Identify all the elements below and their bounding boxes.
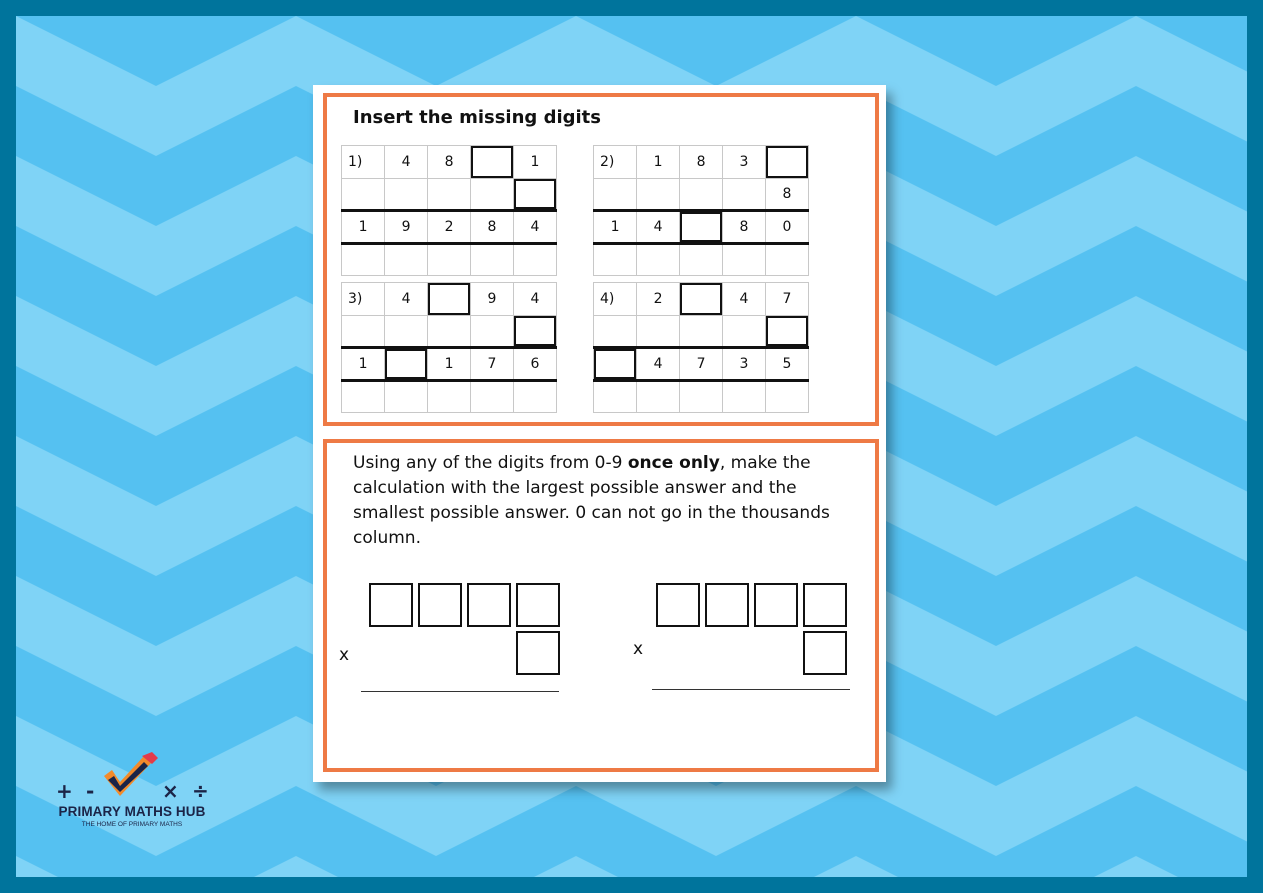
missing-digit-box[interactable] (766, 315, 809, 348)
section-heading: Insert the missing digits (353, 107, 601, 128)
ones-digit-box[interactable] (803, 583, 847, 627)
hundreds-digit-box[interactable] (705, 583, 749, 627)
digit-cell: 7 (766, 283, 809, 316)
empty-cell (637, 178, 680, 211)
digit-cell: 5 (766, 348, 809, 381)
empty-cell (766, 243, 809, 276)
empty-cell (471, 315, 514, 348)
multiplier-digit-box[interactable] (516, 631, 560, 675)
answer-line (361, 691, 559, 692)
empty-cell (594, 380, 637, 413)
empty-cell (385, 178, 428, 211)
empty-cell (428, 243, 471, 276)
digit-cell: 3 (723, 348, 766, 381)
empty-cell (471, 380, 514, 413)
missing-digits-panel (323, 93, 879, 426)
empty-cell (342, 380, 385, 413)
problem-label: 3) (342, 283, 385, 316)
hundreds-digit-box[interactable] (418, 583, 462, 627)
digit-cell: 0 (766, 211, 809, 244)
missing-digit-box[interactable] (680, 283, 723, 316)
empty-cell (342, 178, 385, 211)
empty-cell (385, 380, 428, 413)
digit-cell: 1 (594, 211, 637, 244)
empty-cell (680, 315, 723, 348)
empty-cell (766, 380, 809, 413)
empty-cell (514, 380, 557, 413)
instruction-end: , make the calculation with the largest possible answer and the smallest possible answer. 0 can not go in the thousands column. (353, 453, 830, 548)
digit-cell: 8 (471, 211, 514, 244)
empty-cell (428, 178, 471, 211)
empty-cell (723, 178, 766, 211)
empty-cell (428, 315, 471, 348)
digit-cell: 6 (514, 348, 557, 381)
maths-symbols-icon (44, 752, 224, 804)
digit-cell: 7 (680, 348, 723, 381)
empty-cell (637, 380, 680, 413)
digit-cell: 1 (342, 211, 385, 244)
plus-icon: + (56, 779, 73, 803)
problem-label: 2) (594, 146, 637, 179)
empty-cell (342, 243, 385, 276)
digit-cell: 4 (385, 283, 428, 316)
empty-cell (680, 178, 723, 211)
thousands-digit-box[interactable] (656, 583, 700, 627)
logo-name: PRIMARY MATHS HUB (58, 804, 206, 819)
instruction-text (353, 451, 873, 551)
problem-label: 1) (342, 146, 385, 179)
missing-digit-box[interactable] (514, 315, 557, 348)
empty-cell (342, 315, 385, 348)
digit-cell: 2 (637, 283, 680, 316)
worksheet (313, 85, 886, 782)
digit-cell: 4 (637, 348, 680, 381)
primary-maths-hub-logo (44, 752, 224, 832)
digit-cell: 4 (723, 283, 766, 316)
instruction-emphasis: once only (627, 453, 720, 473)
digit-cell: 1 (637, 146, 680, 179)
digit-cell: 1 (428, 348, 471, 381)
digit-cell: 2 (428, 211, 471, 244)
digit-cell: 1 (514, 146, 557, 179)
tens-digit-box[interactable] (754, 583, 798, 627)
missing-digit-box[interactable] (514, 178, 557, 211)
problem-grid-3 (341, 282, 557, 413)
empty-cell (637, 315, 680, 348)
times-sign: x (339, 645, 350, 665)
missing-digit-box[interactable] (594, 348, 637, 381)
digit-cell: 8 (428, 146, 471, 179)
digit-cell: 8 (766, 178, 809, 211)
empty-cell (471, 178, 514, 211)
digit-cell: 4 (514, 283, 557, 316)
empty-cell (594, 315, 637, 348)
missing-digit-box[interactable] (680, 211, 723, 244)
problem-grid-2 (593, 145, 809, 276)
empty-cell (723, 380, 766, 413)
empty-cell (723, 243, 766, 276)
minus-icon: - (86, 779, 95, 803)
empty-cell (680, 243, 723, 276)
multiply-icon: × (162, 779, 179, 803)
empty-cell (471, 243, 514, 276)
times-sign: x (633, 639, 644, 659)
empty-cell (594, 243, 637, 276)
problem-label: 4) (594, 283, 637, 316)
digit-cell: 1 (342, 348, 385, 381)
empty-cell (637, 243, 680, 276)
empty-cell (385, 315, 428, 348)
logo-tagline: THE HOME OF PRIMARY MATHS (81, 821, 183, 828)
ones-digit-box[interactable] (516, 583, 560, 627)
missing-digit-box[interactable] (428, 283, 471, 316)
digit-cell: 9 (385, 211, 428, 244)
digit-cell: 3 (723, 146, 766, 179)
digit-cell: 4 (637, 211, 680, 244)
empty-cell (594, 178, 637, 211)
digit-cell: 7 (471, 348, 514, 381)
instruction-start: Using any of the digits from 0-9 (353, 453, 628, 473)
problem-grid-4 (593, 282, 809, 413)
answer-line (652, 689, 850, 690)
empty-cell (428, 380, 471, 413)
digit-cell: 4 (385, 146, 428, 179)
missing-digit-box[interactable] (385, 348, 428, 381)
thousands-digit-box[interactable] (369, 583, 413, 627)
empty-cell (723, 315, 766, 348)
digit-cell: 9 (471, 283, 514, 316)
missing-digit-box[interactable] (766, 146, 809, 179)
digit-cell: 8 (723, 211, 766, 244)
digit-cell: 4 (514, 211, 557, 244)
digit-cell: 8 (680, 146, 723, 179)
largest-smallest-panel (323, 439, 879, 772)
empty-cell (514, 243, 557, 276)
tens-digit-box[interactable] (467, 583, 511, 627)
multiplier-digit-box[interactable] (803, 631, 847, 675)
divide-icon: ÷ (192, 779, 209, 803)
empty-cell (385, 243, 428, 276)
empty-cell (680, 380, 723, 413)
problem-grid-1 (341, 145, 557, 276)
missing-digit-box[interactable] (471, 146, 514, 179)
checkmark-pencil-icon (104, 752, 158, 796)
